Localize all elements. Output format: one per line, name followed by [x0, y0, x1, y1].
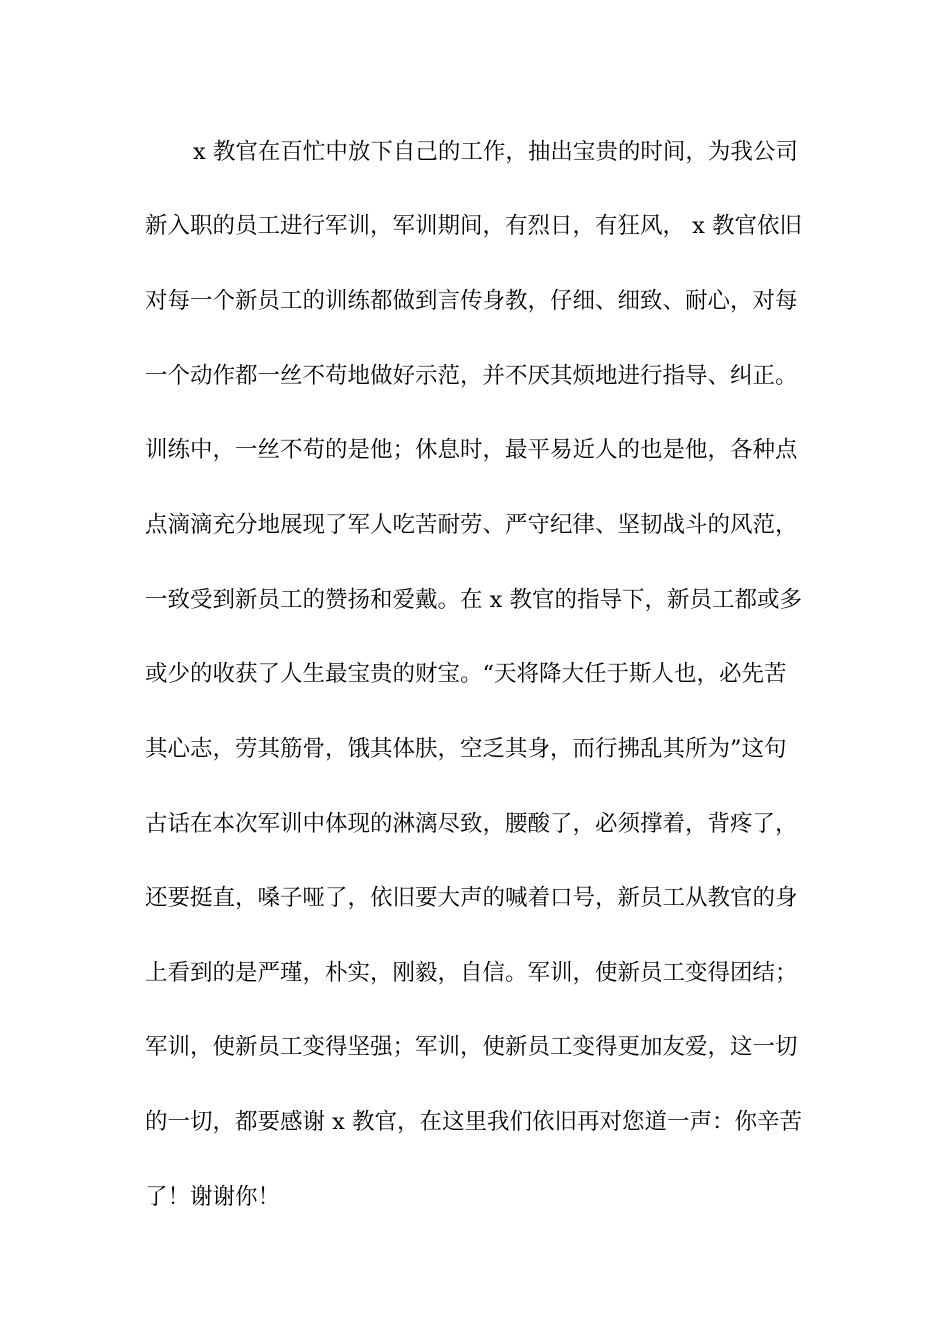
paragraph-line: 军训，使新员工变得坚强；军训，使新员工变得更加友爱，这一切: [145, 1034, 798, 1060]
paragraph-line: 训练中，一丝不苟的是他；休息时，最平易近人的也是他，各种点: [145, 437, 798, 463]
paragraph-line: 还要挺直，嗓子哑了，依旧要大声的喊着口号，新员工从教官的身: [145, 885, 798, 911]
paragraph-line: 上看到的是严瑾，朴实，刚毅，自信。军训，使新员工变得团结；: [145, 960, 798, 986]
paragraph-line: 了！谢谢你！: [145, 1184, 281, 1210]
paragraph-line: 新入职的员工进行军训，军训期间，有烈日，有狂风， x 教官依旧: [145, 213, 802, 239]
paragraph-line: 一致受到新员工的赞扬和爱戴。在 x 教官的指导下，新员工都或多: [145, 587, 802, 613]
paragraph-line: x 教官在百忙中放下自己的工作，抽出宝贵的时间，为我公司: [193, 139, 798, 165]
paragraph-line: 其心志，劳其筋骨，饿其体肤，空乏其身，而行拂乱其所为”这句: [145, 736, 787, 762]
paragraph-line: 或少的收获了人生最宝贵的财宝。“天将降大任于斯人也，必先苦: [145, 661, 787, 687]
paragraph-line: 点滴滴充分地展现了军人吃苦耐劳、严守纪律、坚韧战斗的风范，: [145, 512, 798, 538]
paragraph-line: 一个动作都一丝不苟地做好示范，并不厌其烦地进行指导、纠正。: [145, 363, 798, 389]
paragraph-line: 对每一个新员工的训练都做到言传身教，仔细、细致、耐心，对每: [145, 288, 798, 314]
paragraph-line: 古话在本次军训中体现的淋漓尽致，腰酸了，必须撑着，背疼了，: [145, 811, 798, 837]
paragraph-line: 的一切，都要感谢 x 教官，在这里我们依旧再对您道一声：你辛苦: [145, 1109, 802, 1135]
